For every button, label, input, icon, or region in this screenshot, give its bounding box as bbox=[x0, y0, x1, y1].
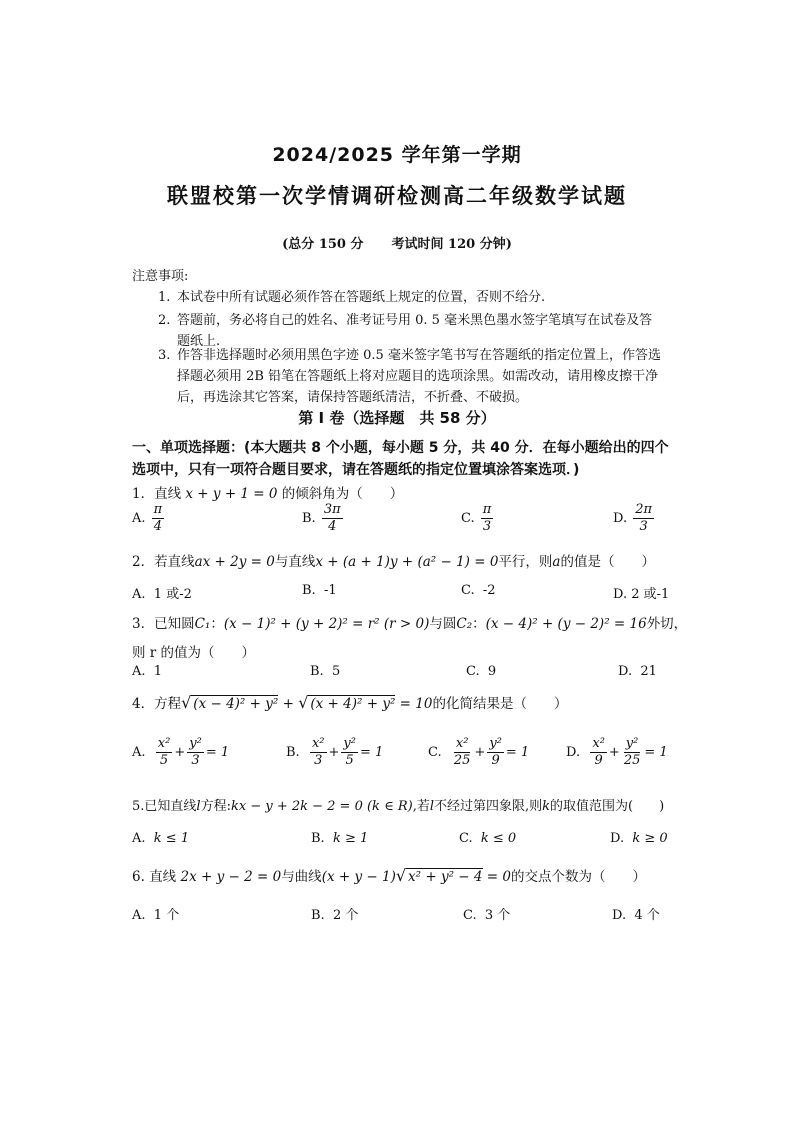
stem-text: 的倾斜角为（ ） bbox=[281, 486, 404, 502]
equation: (x − 4)² + (y − 2)² = 16 bbox=[485, 616, 647, 632]
equation: ax + 2y = 0 bbox=[194, 554, 275, 570]
section-heading: 一、单项选择题：(本大题共 8 个小题，每小题 5 分，共 40 分．在每小题给出的四个选项中，只有一项符合题目要求，请在答题纸的指定位置填涂答案选项．) bbox=[132, 440, 669, 478]
note-text: 作答非选择题时必须用黑色字迹 0.5 毫米签字笔书写在答题纸的指定位置上，作答选择题必须用 2B 铅笔在答题纸上将对应题目的选项涂黑。如需改动，请用橡皮擦干净后，再选涂其它答案，请保持答题纸清洁，不折叠、不破损。 bbox=[177, 348, 661, 405]
option-label: B. bbox=[302, 511, 316, 526]
question-6-stem: 6. 直线 2x + y − 2 = 0与曲线(x + y − 1)√ x² + y² − 4 = 0的交点个数为（ ） bbox=[132, 866, 646, 885]
question-number: 1． bbox=[132, 486, 155, 502]
exam-term-title: 2024/2025 学年第一学期 bbox=[272, 144, 522, 166]
question-3-line2: 则 r 的值为（ ） bbox=[132, 645, 256, 661]
note-text: 本试卷中所有试题必须作答在答题纸上规定的位置，否则不给分. bbox=[177, 290, 546, 305]
note-item bbox=[160, 287, 665, 308]
option-a: A. $\frac{\text{x²}}{5}$ + $\frac{\text{y²}}{3}$ = 1 bbox=[132, 736, 230, 768]
note-text: 答题前，务必将自己的姓名、准考证号用 0. 5 毫米黑色墨水签字笔填写在试卷及答题纸上. bbox=[177, 313, 653, 349]
equation: 2x + y − 2 = 0 bbox=[180, 869, 282, 885]
option-d bbox=[613, 502, 656, 535]
option-fraction: $\frac{\pi}{4}$ bbox=[153, 502, 163, 534]
option-c: C. -2 bbox=[461, 583, 496, 598]
option-b: B. 5 bbox=[310, 664, 341, 679]
question-1-stem bbox=[132, 482, 403, 502]
note-number: 2. bbox=[158, 313, 171, 328]
option-fraction: $\frac{\pi}{3}$ bbox=[482, 502, 492, 534]
total-score: (总分 150 分 bbox=[282, 237, 364, 252]
option-b: B. -1 bbox=[302, 583, 337, 598]
option-c: C. 3 个 bbox=[463, 908, 511, 923]
note-item bbox=[160, 345, 665, 408]
part-heading: 第 I 卷（选择题 共 58 分） bbox=[298, 409, 496, 427]
stem-text: 直线 bbox=[154, 486, 182, 502]
note-number: 1. bbox=[158, 290, 171, 305]
option-a bbox=[132, 502, 166, 535]
exam-title: 联盟校第一次学情调研检测高二年级数学试题 bbox=[167, 184, 627, 208]
equation: x + (a + 1)y + (a² − 1) = 0 bbox=[315, 554, 499, 570]
option-label: C. bbox=[461, 511, 475, 526]
question-2-stem: 2．若直线ax + 2y = 0与直线x + (a + 1)y + (a² − 1) = 0平行，则a的值是（ ） bbox=[132, 554, 655, 570]
equation: kx − y + 2k − 2 = 0 (k ∈ R) bbox=[230, 799, 413, 814]
option-d: D. 2 或-1 bbox=[613, 587, 670, 602]
exam-time: 考试时间 120 分钟) bbox=[391, 237, 512, 252]
equation: (x − 1)² + (y + 2)² = r² (r > 0) bbox=[223, 616, 430, 632]
option-c: C. k ≤ 0 bbox=[459, 831, 517, 846]
question-5-stem: 5.已知直线l方程:kx − y + 2k − 2 = 0 (k ∈ R),若l不经过第四象限,则k的取值范围为( ) bbox=[132, 799, 665, 814]
option-a: A. k ≤ 1 bbox=[132, 831, 190, 846]
option-c bbox=[461, 502, 495, 535]
option-b: B. k ≥ 1 bbox=[311, 831, 369, 846]
option-d: D. $\frac{\text{x²}}{9}$ + $\frac{\text{y²}}{25}$ = 1 bbox=[566, 736, 668, 768]
option-d: D. 4 个 bbox=[612, 908, 660, 923]
option-b bbox=[302, 502, 345, 535]
option-c: C. 9 bbox=[466, 664, 497, 679]
option-b: B. $\frac{\text{x²}}{3}$ + $\frac{\text{y²}}{5}$ = 1 bbox=[286, 736, 384, 768]
option-a: A. 1 bbox=[132, 664, 163, 679]
option-fraction: $\frac{2\pi}{3}$ bbox=[635, 502, 653, 534]
radical: (x + 4)² + y² bbox=[310, 696, 396, 712]
option-b: B. 2 个 bbox=[311, 908, 359, 923]
question-4-stem: 4．方程√ (x − 4)² + y² + √ (x + 4)² + y² = 10的化简结果是（ ） bbox=[132, 693, 568, 712]
note-number: 3. bbox=[158, 348, 171, 363]
notes-heading: 注意事项: bbox=[132, 269, 189, 284]
option-label: A. bbox=[132, 511, 146, 526]
exam-meta bbox=[0, 233, 794, 252]
option-label: D. bbox=[613, 511, 628, 526]
question-3-stem: 3．已知圆C₁：(x − 1)² + (y + 2)² = r² (r > 0)与圆C₂：(x − 4)² + (y − 2)² = 16外切， bbox=[132, 616, 688, 632]
option-a: A. 1 个 bbox=[132, 908, 180, 923]
option-d: D. 21 bbox=[618, 664, 657, 679]
radical: (x − 4)² + y² bbox=[193, 696, 279, 712]
option-a: A. 1 或-2 bbox=[132, 587, 192, 602]
equation: x + y + 1 = 0 bbox=[185, 486, 278, 502]
option-d: D. k ≥ 0 bbox=[610, 831, 668, 846]
radical: x² + y² − 4 bbox=[408, 869, 483, 885]
option-fraction: $\frac{3\pi}{4}$ bbox=[323, 502, 341, 534]
option-c: C. $\frac{\text{x²}}{25}$ + $\frac{\text{y²}}{9}$ = 1 bbox=[428, 736, 530, 768]
